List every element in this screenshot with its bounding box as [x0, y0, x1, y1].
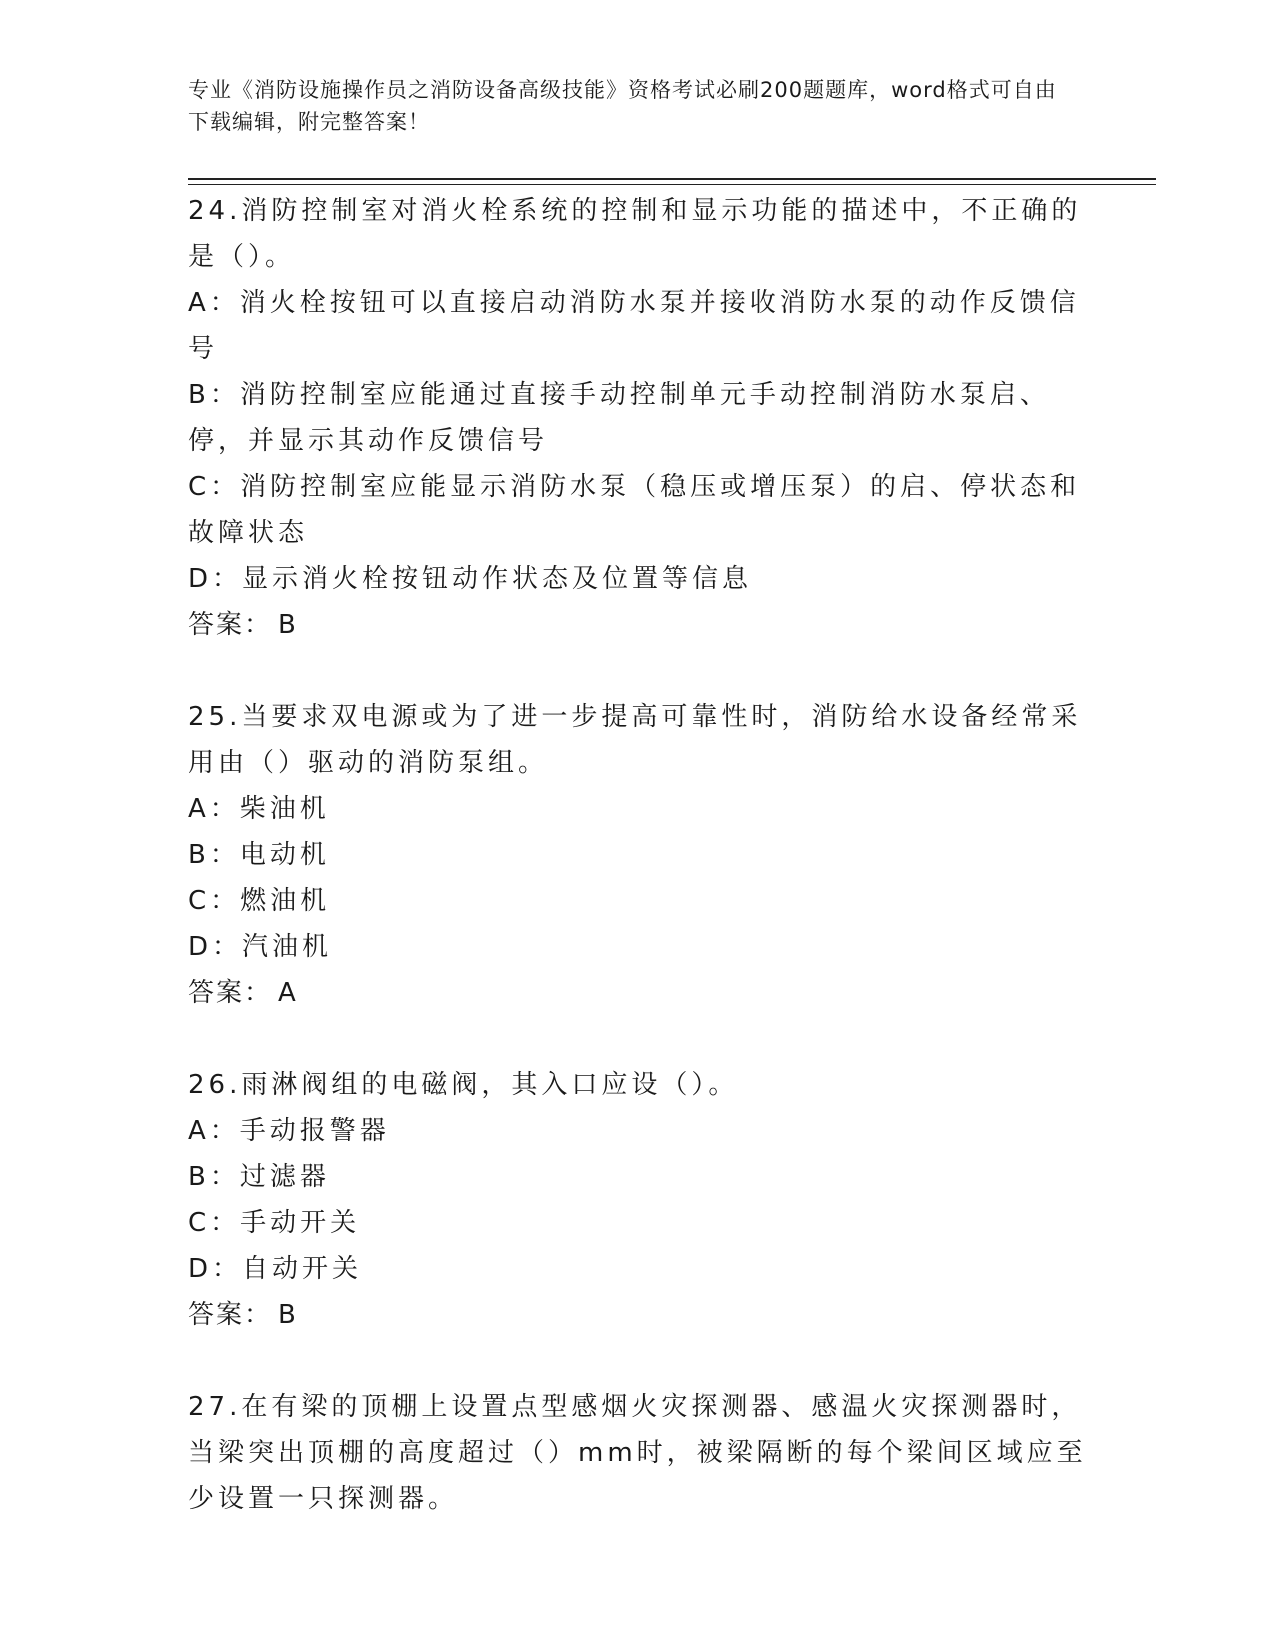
- question-stem: 27.在有梁的顶棚上设置点型感烟火灾探测器、感温火灾探测器时，当梁突出顶棚的高度超过（）mm时，被梁隔断的每个梁间区域应至少设置一只探测器。: [188, 1392, 1087, 1514]
- option-c: C：手动开关: [188, 1208, 361, 1238]
- option-d: D：显示消火栓按钮动作状态及位置等信息: [188, 564, 753, 594]
- answer-label: 答案：: [188, 1300, 273, 1330]
- option-a: A：手动报警器: [188, 1116, 390, 1146]
- answer-value: A: [278, 978, 298, 1008]
- header-divider-thick: [188, 178, 1156, 180]
- answer-label: 答案：: [188, 978, 273, 1008]
- answer-line: [188, 1292, 1088, 1338]
- document-header: 专业《消防设施操作员之消防设备高级技能》资格考试必刷200题题库，word格式可自由下载编辑，附完整答案！: [188, 78, 1057, 134]
- option-d: D：汽油机: [188, 932, 333, 962]
- question-24: [188, 188, 1088, 648]
- answer-line: [188, 602, 1088, 648]
- option-c: C：燃油机: [188, 886, 331, 916]
- option-b: B：电动机: [188, 840, 330, 870]
- option-a: A：消火栓按钮可以直接启动消防水泵并接收消防水泵的动作反馈信号: [188, 288, 1080, 364]
- question-27: [188, 1384, 1088, 1522]
- option-a: A：柴油机: [188, 794, 330, 824]
- question-stem: 25.当要求双电源或为了进一步提高可靠性时，消防给水设备经常采用由（）驱动的消防泵组。: [188, 702, 1082, 778]
- question-list: [188, 188, 1088, 1568]
- header-divider-thin: [188, 184, 1156, 185]
- answer-value: B: [278, 610, 298, 640]
- question-25: [188, 694, 1088, 1016]
- answer-value: B: [278, 1300, 298, 1330]
- question-stem: 26.雨淋阀组的电磁阀，其入口应设（）。: [188, 1070, 739, 1100]
- answer-line: [188, 970, 1088, 1016]
- option-d: D：自动开关: [188, 1254, 363, 1284]
- answer-label: 答案：: [188, 610, 273, 640]
- option-b: B：过滤器: [188, 1162, 330, 1192]
- question-26: [188, 1062, 1088, 1338]
- option-c: C：消防控制室应能显示消防水泵（稳压或增压泵）的启、停状态和故障状态: [188, 472, 1081, 548]
- option-b: B：消防控制室应能通过直接手动控制单元手动控制消防水泵启、停，并显示其动作反馈信号: [188, 380, 1050, 456]
- question-stem: 24.消防控制室对消火栓系统的控制和显示功能的描述中，不正确的是（）。: [188, 196, 1082, 272]
